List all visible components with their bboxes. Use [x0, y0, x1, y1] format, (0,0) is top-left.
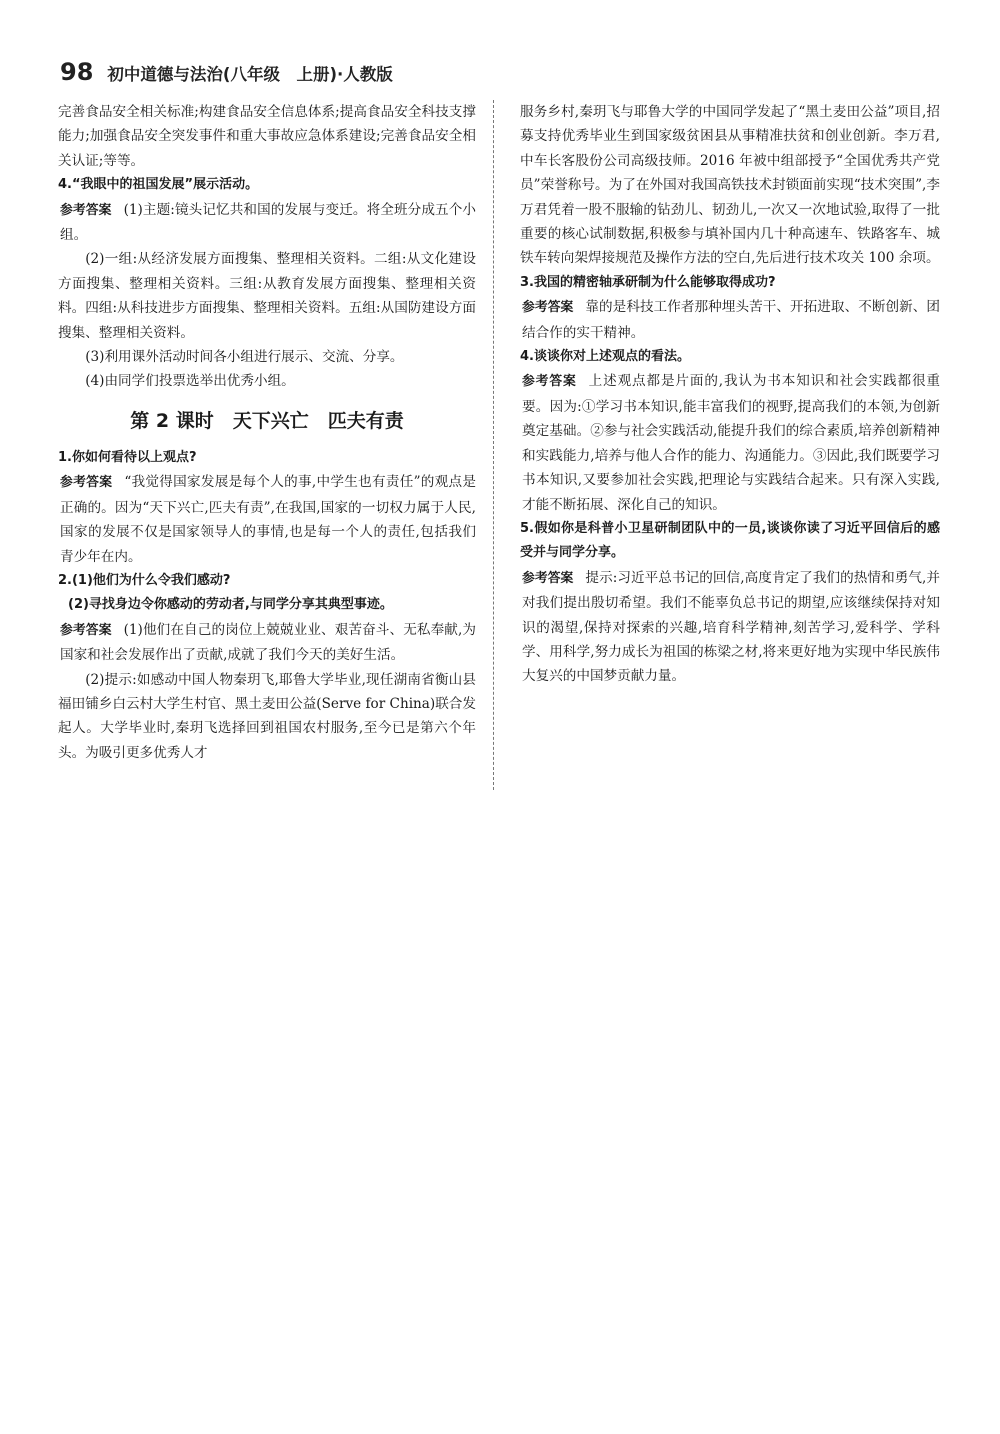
continued-paragraph: 服务乡村,秦玥飞与耶鲁大学的中国同学发起了“黑土麦田公益”项目,招募支持优秀毕业生到国家级贫困县从事精准扶贫和创业创新。李万君,中车长客股份公司高级技师。2016 年被中组部授予“全国优秀共产党员”荣誉称号。为了在外国对我国高铁技术封锁面前实现“技术突围”,李万君凭着一股不服输的钻劲儿、韧劲儿,一次又一次地试验,取得了一批重要的核心试制数据,积极参与填补国内几十种高速车、铁路客车、城铁车转向架焊接规范及操作方法的空白,先后进行技术攻关 100 余项。	[520, 104, 940, 267]
question-4-answer-3: (3)利用课外活动时间各小组进行展示、交流、分享。	[85, 349, 404, 366]
question-5-answer: 参考答案 提示:习近平总书记的回信,高度肯定了我们的热情和勇气,并对我们提出殷切希望。我们不能辜负总书记的期望,应该继续保持对知识的渴望,保持对探索的兴趣,培育科学精神,刻苦学习,爱科学、学科学、用科学,努力成长为祖国的栋梁之材,将来更好地为实现中华民族伟大复兴的中国梦贡献力量。	[522, 569, 940, 685]
question-4b-title: 4.谈谈你对上述观点的看法。	[520, 349, 690, 365]
column-divider	[493, 100, 494, 790]
question-3-answer: 参考答案 靠的是科技工作者那种埋头苦干、开拓进取、不断创新、团结合作的实干精神。	[522, 299, 941, 341]
answer-label: 参考答案	[522, 300, 574, 316]
question-1-title: 1.你如何看待以上观点?	[58, 449, 197, 465]
right-column	[520, 100, 940, 689]
question-4b-answer: 参考答案 上述观点都是片面的,我认为书本知识和社会实践都很重要。因为:①学习书本知识,能丰富我们的视野,提高我们的本领,为创新奠定基础。②参与社会实践活动,能提升我们的综合素质,培养创新精神和实践能力,培养与他人合作的能力、沟通能力。③因此,我们既要学习书本知识,又要参加社会实践,把理论与实践结合起来。只有深入实践,才能不断拓展、深化自己的知识。	[522, 373, 940, 513]
answer-label: 参考答案	[60, 622, 112, 638]
question-4-answer-2: (2)一组:从经济发展方面搜集、整理相关资料。二组:从文化建设方面搜集、整理相关资料。三组:从教育发展方面搜集、整理相关资料。四组:从科技进步方面搜集、整理相关资料。五组:从国防建设方面搜集、整理相关资料。	[58, 251, 476, 341]
answer-label: 参考答案	[60, 475, 113, 491]
lesson-title: 第 2 课时 天下兴亡 匹夫有责	[130, 409, 404, 432]
page-header	[60, 58, 393, 92]
question-2-answer-2: (2)提示:如感动中国人物秦玥飞,耶鲁大学毕业,现任湖南省衡山县福田铺乡白云村大学生村官、黑土麦田公益(Serve for China)联合发起人。大学毕业时,秦玥飞选择回到祖国农村服务,至今已是第六个年头。为吸引更多优秀人才	[58, 671, 476, 761]
answer-label: 参考答案	[522, 374, 577, 390]
page-number: 98	[60, 58, 94, 86]
question-3-title: 3.我国的精密轴承研制为什么能够取得成功?	[520, 274, 776, 290]
question-1-answer: 参考答案 “我觉得国家发展是每个人的事,中学生也有责任”的观点是正确的。因为“天下兴亡,匹夫有责”,在我国,国家的一切权力属于人民,国家的发展不仅是国家领导人的事情,也是每一个人的责任,包括我们青少年在内。	[60, 474, 477, 565]
question-2-answer-1: 参考答案 (1)他们在自己的岗位上兢兢业业、艰苦奋斗、无私奉献,为国家和社会发展作出了贡献,成就了我们今天的美好生活。	[60, 621, 477, 664]
answer-label: 参考答案	[60, 202, 112, 218]
question-4-title: 4.“我眼中的祖国发展”展示活动。	[58, 177, 259, 193]
question-2-title-1: 2.(1)他们为什么令我们感动?	[58, 572, 231, 588]
book-title: 初中道德与法治(八年级 上册)·人教版	[107, 65, 393, 84]
question-2-title-2: (2)寻找身边令你感动的劳动者,与同学分享其典型事迹。	[68, 597, 393, 613]
intro-paragraph: 完善食品安全相关标准;构建食品安全信息体系;提高食品安全科技支撑能力;加强食品安全突发事件和重大事故应急体系建设;完善食品安全相关认证;等等。	[58, 104, 476, 169]
question-4-answer-1: 参考答案 (1)主题:镜头记忆共和国的发展与变迁。将全班分成五个小组。	[60, 201, 476, 244]
left-column	[58, 100, 476, 765]
question-4-answer-4: (4)由同学们投票选举出优秀小组。	[85, 373, 295, 390]
question-5-title: 5.假如你是科普小卫星研制团队中的一员,谈谈你读了习近平回信后的感受并与同学分享。	[520, 520, 940, 561]
answer-label: 参考答案	[522, 570, 574, 586]
